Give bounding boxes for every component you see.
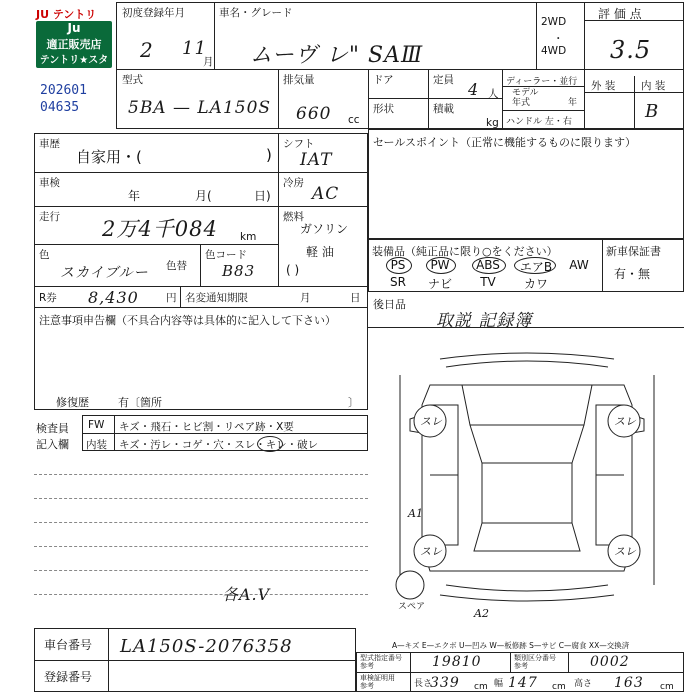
equip-sr: SR [390, 275, 406, 289]
logo-line1: JU テントリ [36, 6, 112, 20]
logo-line2: Ju [67, 21, 81, 35]
class-no-value: 0002 [590, 654, 630, 670]
inspector-int-label: 内装 [86, 439, 107, 451]
disp-label: 排気量 [283, 74, 315, 86]
score-value: 3.5 [610, 36, 652, 64]
warranty-label: 新車保証書 [606, 245, 661, 258]
equip-aw: AW [569, 258, 589, 272]
circle-sure [257, 436, 283, 452]
type-no-value: 19810 [432, 654, 482, 670]
type-no-label: 型式指定番号 参考 [360, 654, 402, 670]
plate-label: 登録番号 [44, 670, 93, 684]
load-label: 積載 [433, 103, 454, 115]
first-reg-label: 初度登録年月 [122, 7, 185, 19]
repair-value: 有〔箇所 [118, 396, 162, 409]
width-unit: cm [552, 682, 566, 692]
score-label: 評 価 点 [598, 7, 642, 21]
inspection-label: 車検 [39, 177, 60, 189]
lot-line1: 202601 [40, 83, 87, 98]
shift-value: IAT [300, 150, 333, 170]
lot-number [40, 82, 87, 116]
disp-unit: cc [348, 114, 360, 126]
mileage-label: 走行 [39, 211, 60, 223]
repair-close: 〕 [348, 396, 359, 409]
equipment-label: 装備品（純正品に限り○をください） [372, 245, 558, 258]
logo-line3: 適正販売店 [46, 38, 102, 51]
fuel-light: 軽 油 [306, 245, 334, 259]
equip-abs: ABS [476, 258, 500, 272]
drive-2wd: 2WD [541, 16, 567, 28]
mark-fr: スレ [614, 415, 636, 428]
shift-label: シフト [283, 138, 315, 150]
inspector-label1: 検査員 [36, 422, 69, 435]
color-value: スカイブルー [60, 265, 149, 281]
int-value: B [645, 101, 660, 122]
later-value: 取説 記録簿 [436, 311, 533, 331]
first-reg-month: 11 [182, 38, 207, 59]
inspector-label2: 記入欄 [36, 438, 69, 451]
circle-ps [386, 257, 412, 274]
circle-airbag [514, 257, 556, 274]
int-label: 内 装 [641, 80, 666, 92]
width-value: 147 [508, 675, 538, 691]
mileage-unit: km [240, 231, 257, 243]
height-value: 163 [614, 675, 644, 691]
inspection-day: 日) [254, 189, 271, 203]
disp-value: 660 [296, 104, 332, 124]
inspector-int-text: キズ・汚レ・コゲ・穴・スレ・キレ・破レ [119, 439, 319, 451]
equip-leather: カワ [523, 277, 548, 291]
equip-ps: PS [390, 258, 406, 272]
mark-a1: A1 [408, 507, 423, 520]
color-code-value: B83 [222, 262, 256, 280]
sales-point-label: セールスポイント（正常に機能するものに限ります） [373, 136, 637, 149]
month-unit: 月 [203, 56, 214, 68]
circle-pw [426, 257, 456, 274]
fw-text: キズ・飛石・ヒビ割・リペア跡・X要 [119, 421, 294, 433]
fw-label: FW [88, 419, 105, 431]
color-code-label: 色コード [205, 249, 247, 261]
ac-label: 冷房 [283, 177, 304, 189]
len-label: 長さ [414, 679, 433, 689]
color-label: 色 [39, 249, 50, 261]
recycle-unit: 円 [166, 292, 177, 304]
circle-abs [472, 257, 506, 274]
fuel-gas: ガソリン [300, 222, 349, 236]
history-value: 自家用・( [76, 148, 142, 166]
notes-label: 注意事項申告欄（不具合内容等は具体的に記入して下さい） [39, 314, 336, 327]
fuel-paren: ( ) [286, 263, 300, 277]
later-label: 後日品 [373, 298, 406, 311]
model-value: 5BA — LA150S [128, 98, 272, 118]
name-change-day: 日 [350, 292, 361, 304]
door-label: ドア [373, 74, 394, 86]
chassis-label: 車台番号 [44, 638, 93, 652]
cert-label: 車検証明用 参考 [360, 674, 395, 690]
chassis-value: LA150S-2076358 [120, 636, 293, 657]
spare-label: スペア [398, 602, 426, 612]
equip-pw: PW [430, 258, 450, 272]
dealer-label: ディーラー・並行 [506, 77, 578, 87]
capacity-label: 定員 [433, 74, 454, 86]
inspection-year: 年 [128, 189, 141, 203]
warranty-value: 有・無 [614, 267, 651, 281]
color-change-label: 色替 [166, 260, 187, 272]
model-year-unit: 年 [568, 98, 578, 108]
name-change-label: 名変通知期限 [185, 292, 248, 304]
name-value: ムーヴ レ" SAⅢ [250, 43, 424, 68]
mark-rl: スレ [420, 545, 442, 558]
drive-4wd: 4WD [541, 45, 567, 57]
capacity-value: 4 [468, 80, 480, 99]
ac-value: AC [312, 184, 340, 204]
mark-rr: スレ [614, 545, 636, 558]
spare-wheel [396, 571, 424, 599]
repair-label: 修復歴 [56, 396, 89, 409]
capacity-unit: 人 [488, 88, 499, 100]
note-hand: 各A.V [222, 585, 271, 604]
fuel-label: 燃料 [283, 211, 304, 223]
recycle-label: R券 [39, 292, 57, 304]
damage-legend: A—キズ E—エクボ U—凹み W—板修跡 S—サビ C—腐食 XX—交換済 [392, 641, 630, 650]
dealer-logo [36, 6, 112, 81]
logo-line4: テントリ★スター [39, 55, 109, 81]
history-close: ) [266, 146, 272, 164]
model-label: 型式 [122, 74, 143, 86]
height-unit: cm [660, 682, 674, 692]
width-label: 幅 [494, 679, 504, 689]
equip-navi: ナビ [427, 277, 452, 291]
first-reg-year: 2 [140, 38, 154, 62]
mark-fl: スレ [420, 415, 442, 428]
equip-airbag: エアB [519, 260, 553, 274]
class-no-label: 類別区分番号 参考 [514, 654, 556, 670]
len-unit: cm [474, 682, 488, 692]
ext-label: 外 装 [591, 80, 616, 92]
name-change-month: 月 [300, 292, 311, 304]
name-label: 車名・グレード [219, 7, 293, 19]
model-year-label: モデル 年式 [512, 88, 539, 108]
height-label: 高さ [574, 679, 593, 689]
recycle-value: 8,430 [88, 288, 139, 307]
history-label: 車歴 [39, 138, 60, 150]
handle-label: ハンドル 左・右 [506, 117, 572, 127]
equip-tv: TV [480, 275, 496, 289]
mark-a2: A2 [474, 607, 489, 620]
car-diagram [370, 345, 684, 625]
mileage-value: 2万4千084 [102, 217, 218, 241]
inspection-month: 月( [195, 189, 212, 203]
len-value: 339 [430, 675, 460, 691]
lot-line2: 04635 [40, 100, 80, 115]
drive-dot: ・ [553, 33, 564, 45]
shape-label: 形状 [373, 103, 394, 115]
load-unit: kg [486, 117, 499, 129]
